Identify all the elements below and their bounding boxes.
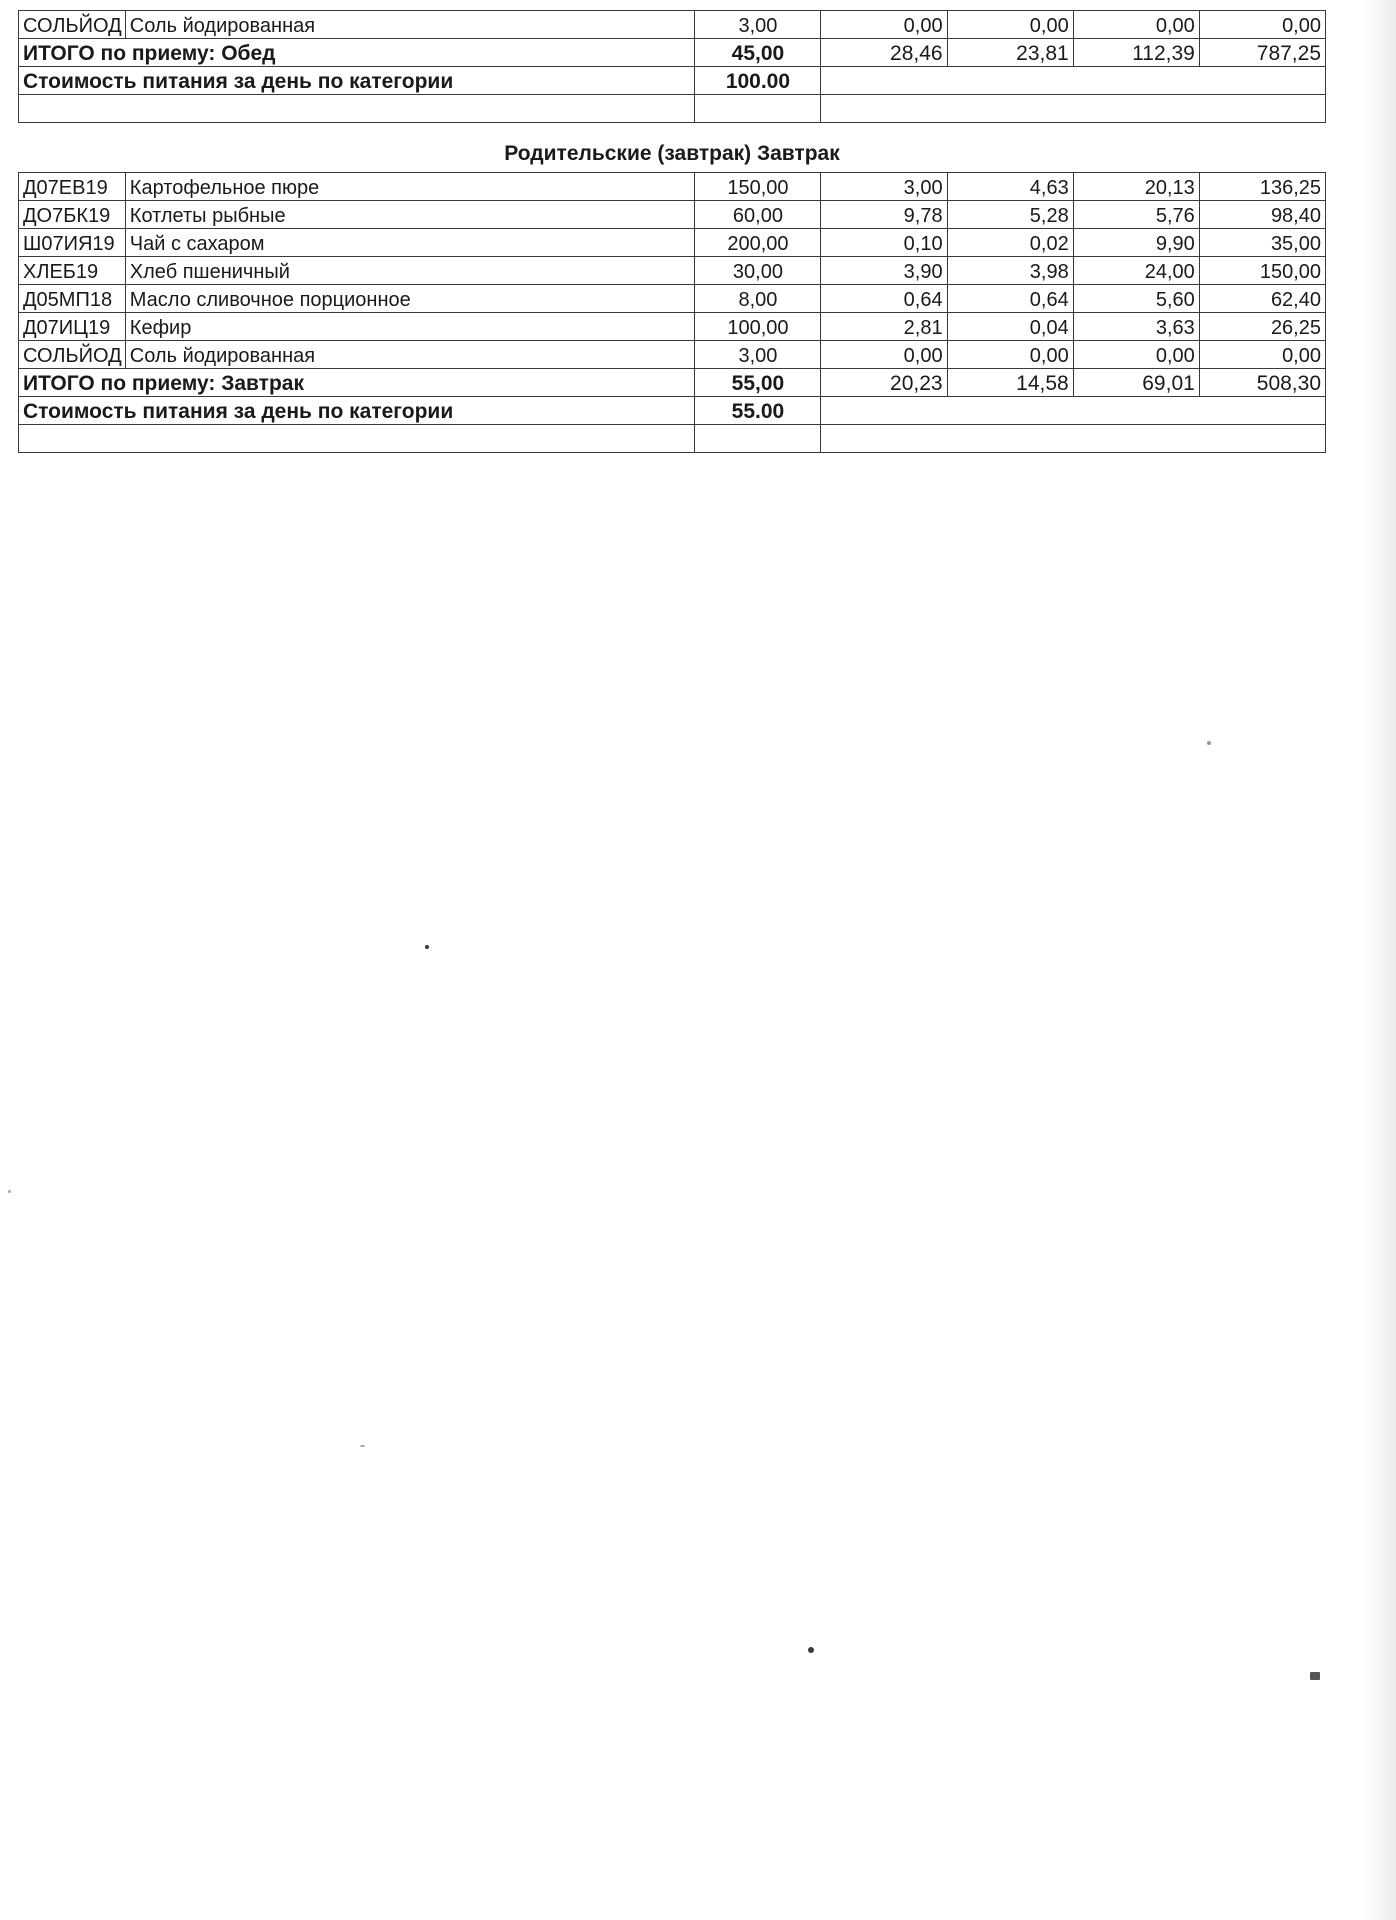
cost-empty-cell [821,67,1326,95]
dish-energy: 62,40 [1199,285,1325,313]
dish-protein: 2,81 [821,313,947,341]
total-fat: 23,81 [947,39,1073,67]
total-carbs: 69,01 [1073,369,1199,397]
section-title: Родительские (завтрак) Завтрак [504,142,840,165]
blank-row [19,425,1326,453]
dish-carbs: 0,00 [1073,11,1199,39]
dish-fat: 5,28 [947,201,1073,229]
table-row [19,341,1326,369]
table-row [19,257,1326,285]
lunch-cost-row [19,67,1326,95]
dish-energy: 136,25 [1199,173,1325,201]
dish-fat: 0,02 [947,229,1073,257]
dish-protein: 9,78 [821,201,947,229]
dish-name: Котлеты рыбные [125,201,695,229]
dish-quantity: 150,00 [695,173,821,201]
dish-carbs: 3,63 [1073,313,1199,341]
dish-carbs: 20,13 [1073,173,1199,201]
table-row [19,201,1326,229]
dish-quantity: 8,00 [695,285,821,313]
total-energy: 787,25 [1199,39,1325,67]
dish-fat: 0,04 [947,313,1073,341]
cost-value: 55.00 [695,397,821,425]
cost-value: 100.00 [695,67,821,95]
total-quantity: 45,00 [695,39,821,67]
lunch-menu-table [18,10,1326,123]
cost-empty-cell [821,397,1326,425]
dish-fat: 0,64 [947,285,1073,313]
dish-energy: 35,00 [1199,229,1325,257]
total-energy: 508,30 [1199,369,1325,397]
total-quantity: 55,00 [695,369,821,397]
dish-quantity: 3,00 [695,11,821,39]
scan-speck [808,1647,814,1653]
dish-fat: 3,98 [947,257,1073,285]
cost-label: Стоимость питания за день по категории [19,67,695,95]
scan-speck [8,1190,11,1193]
blank-row [19,95,1326,123]
dish-code: Д05МП18 [19,285,126,313]
dish-quantity: 100,00 [695,313,821,341]
table-row [19,173,1326,201]
lunch-total-row [19,39,1326,67]
dish-name: Соль йодированная [125,11,695,39]
dish-protein: 3,90 [821,257,947,285]
dish-protein: 0,10 [821,229,947,257]
dish-carbs: 5,60 [1073,285,1199,313]
dish-code: СОЛЬЙОД [19,341,126,369]
dish-name: Чай с сахаром [125,229,695,257]
dish-protein: 0,64 [821,285,947,313]
scan-speck [360,1445,365,1447]
dish-code: Ш07ИЯ19 [19,229,126,257]
dish-protein: 0,00 [821,341,947,369]
dish-energy: 26,25 [1199,313,1325,341]
dish-quantity: 3,00 [695,341,821,369]
total-carbs: 112,39 [1073,39,1199,67]
dish-protein: 3,00 [821,173,947,201]
dish-carbs: 5,76 [1073,201,1199,229]
dish-quantity: 30,00 [695,257,821,285]
scan-page-edge [1362,0,1396,1920]
dish-fat: 0,00 [947,11,1073,39]
table-row [19,229,1326,257]
dish-carbs: 24,00 [1073,257,1199,285]
scan-speck [425,945,429,949]
dish-name: Картофельное пюре [125,173,695,201]
dish-carbs: 0,00 [1073,341,1199,369]
cost-label: Стоимость питания за день по категории [19,397,695,425]
dish-code: СОЛЬЙОД [19,11,126,39]
dish-energy: 98,40 [1199,201,1325,229]
dish-code: ХЛЕБ19 [19,257,126,285]
breakfast-menu-table [18,172,1326,453]
scan-speck [1207,741,1211,745]
total-protein: 20,23 [821,369,947,397]
dish-protein: 0,00 [821,11,947,39]
dish-name: Масло сливочное порционное [125,285,695,313]
dish-name: Кефир [125,313,695,341]
dish-energy: 150,00 [1199,257,1325,285]
dish-quantity: 60,00 [695,201,821,229]
dish-carbs: 9,90 [1073,229,1199,257]
dish-name: Хлеб пшеничный [125,257,695,285]
dish-fat: 0,00 [947,341,1073,369]
dish-name: Соль йодированная [125,341,695,369]
total-label: ИТОГО по приему: Обед [19,39,695,67]
scan-speck [1310,1672,1320,1680]
dish-fat: 4,63 [947,173,1073,201]
total-label: ИТОГО по приему: Завтрак [19,369,695,397]
table-row [19,313,1326,341]
table-row [19,11,1326,39]
breakfast-cost-row [19,397,1326,425]
total-protein: 28,46 [821,39,947,67]
dish-code: Д07ЕВ19 [19,173,126,201]
dish-energy: 0,00 [1199,341,1325,369]
dish-energy: 0,00 [1199,11,1325,39]
dish-code: ДО7БК19 [19,201,126,229]
breakfast-total-row [19,369,1326,397]
dish-quantity: 200,00 [695,229,821,257]
dish-code: Д07ИЦ19 [19,313,126,341]
table-row [19,285,1326,313]
total-fat: 14,58 [947,369,1073,397]
